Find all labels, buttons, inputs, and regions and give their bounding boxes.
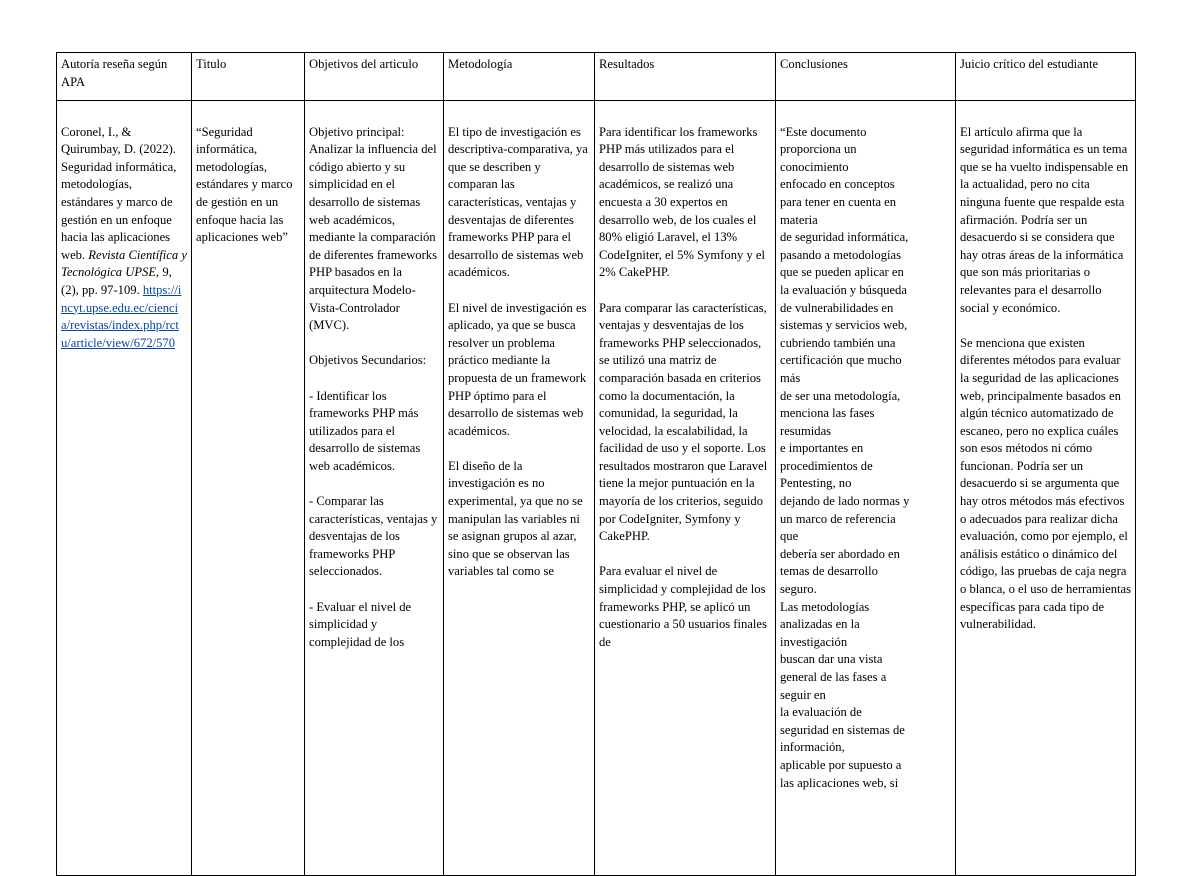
- conclusions-cell: [776, 101, 956, 876]
- header-conclusions: Conclusiones: [776, 53, 956, 101]
- header-methodology: Metodología: [444, 53, 595, 101]
- header-objectives: Objetivos del articulo: [305, 53, 444, 101]
- header-results: Resultados: [595, 53, 776, 101]
- header-row: [57, 53, 1136, 101]
- results-cell: [595, 101, 776, 876]
- objectives-text: Objetivo principal: Analizar la influencia del código abierto y su simplicidad en el desarrollo de sistemas web académicos, mediante la comparación de diferentes frameworks PHP basados en la arquitectura Modelo-Vista-Controlador (MVC). Objetivos Secundarios: - Identificar los frameworks PHP más utilizados para el desarrollo de sistemas web académicos. - Comparar las características, ventajas y desventajas de los frameworks PHP seleccionados. - Evaluar el nivel de simplicidad y complejidad de los: [309, 124, 438, 649]
- review-table: [56, 52, 1136, 876]
- header-title: Titulo: [192, 53, 305, 101]
- conclusions-text: “Este documento proporciona un conocimiento enfocado en conceptos para tener en cuenta en materia de seguridad informática, pasando a metodologías que se pueden aplicar en la evaluación y búsqueda de vulnerabilidades en sistemas y servicios web, cubriendo también una certificación que mucho más de ser una metodología, menciona las fases resumidas e importantes en procedimientos de Pentesting, no dejando de lado normas y un marco de referencia que debería ser abordado en temas de desarrollo seguro. Las metodologías analizadas en la investigación buscan dar una vista general de las fases a seguir en la evaluación de seguridad en sistemas de información, aplicable por supuesto a las aplicaciones web, si: [780, 124, 910, 790]
- header-author: Autoría reseña según APA: [57, 53, 192, 101]
- content-row: [57, 101, 1136, 876]
- citation-journal: Revista Científica y Tecnológica UPSE: [61, 247, 187, 280]
- citation-pages: , 9, (2), pp. 97-109.: [61, 265, 172, 297]
- methodology-text: El tipo de investigación es descriptiva-comparativa, ya que se describen y comparan las características, ventajas y desventajas de diferentes frameworks PHP para el desarrollo de sistemas web académicos. El nivel de investigación es aplicado, ya que se busca resolver un problema práctico mediante la propuesta de un framework PHP óptimo para el desarrollo de sistemas web académicos. El diseño de la investigación es no experimental, ya que no se manipulan las variables ni se asignan grupos al azar, sino que se observan las variables tal como se: [448, 124, 588, 579]
- citation-authors: Coronel, I., & Quirumbay, D. (2022). Seguridad informática, metodologías, estándares y marco de gestión en un enfoque hacia las aplicaciones web.: [61, 124, 177, 262]
- results-text: Para identificar los frameworks PHP más utilizados para el desarrollo de sistemas web académicos, se realizó una encuesta a 30 expertos en desarrollo web, de los cuales el 80% eligió Laravel, el 13% CodeIgniter, el 5% Symfony y el 2% CakePHP. Para comparar las características, ventajas y desventajas de los frameworks PHP seleccionados, se utilizó una matriz de comparación basada en criterios como la documentación, la comunidad, la seguridad, la velocidad, la escalabilidad, la facilidad de uso y el soporte. Los resultados mostraron que Laravel tiene la mejor puntuación en la mayoría de los criterios, seguido por CodeIgniter, Symfony y CakePHP. Para evaluar el nivel de simplicidad y complejidad de los frameworks PHP, se aplicó un cuestionario a 50 usuarios finales de: [599, 124, 768, 649]
- citation-cell: [57, 101, 192, 876]
- title-cell: [192, 101, 305, 876]
- critique-text: El artículo afirma que la seguridad informática es un tema que se ha vuelto indispensable en la actualidad, pero no cita ninguna fuente que respalde esta afirmación. Podría ser un desacuerdo si se considera que hay otras áreas de la informática que son más prioritarias o relevantes para el desarrollo social y económico. Se menciona que existen diferentes métodos para evaluar la seguridad de las aplicaciones web, principalmente basados en algún técnico automatizado de escaneo, pero no explica cuáles son esos métodos ni cómo funcionan. Podría ser un desacuerdo si se argumenta que hay otros métodos más efectivos o adecuados para realizar dicha evaluación, como por ejemplo, el análisis estático o dinámico del código, las pruebas de caja negra o blanca, o el uso de herramientas específicas para cada tipo de vulnerabilidad.: [960, 124, 1131, 632]
- critique-cell: [956, 101, 1136, 876]
- methodology-cell: [444, 101, 595, 876]
- objectives-cell: [305, 101, 444, 876]
- citation-link[interactable]: https://incyt.upse.edu.ec/ciencia/revistas/index.php/rctu/article/view/672/570: [61, 282, 182, 350]
- header-critique: Juicio crítico del estudiante: [956, 53, 1136, 101]
- title-text: “Seguridad informática, metodologías, estándares y marco de gestión en un enfoque hacia las aplicaciones web”: [196, 124, 293, 245]
